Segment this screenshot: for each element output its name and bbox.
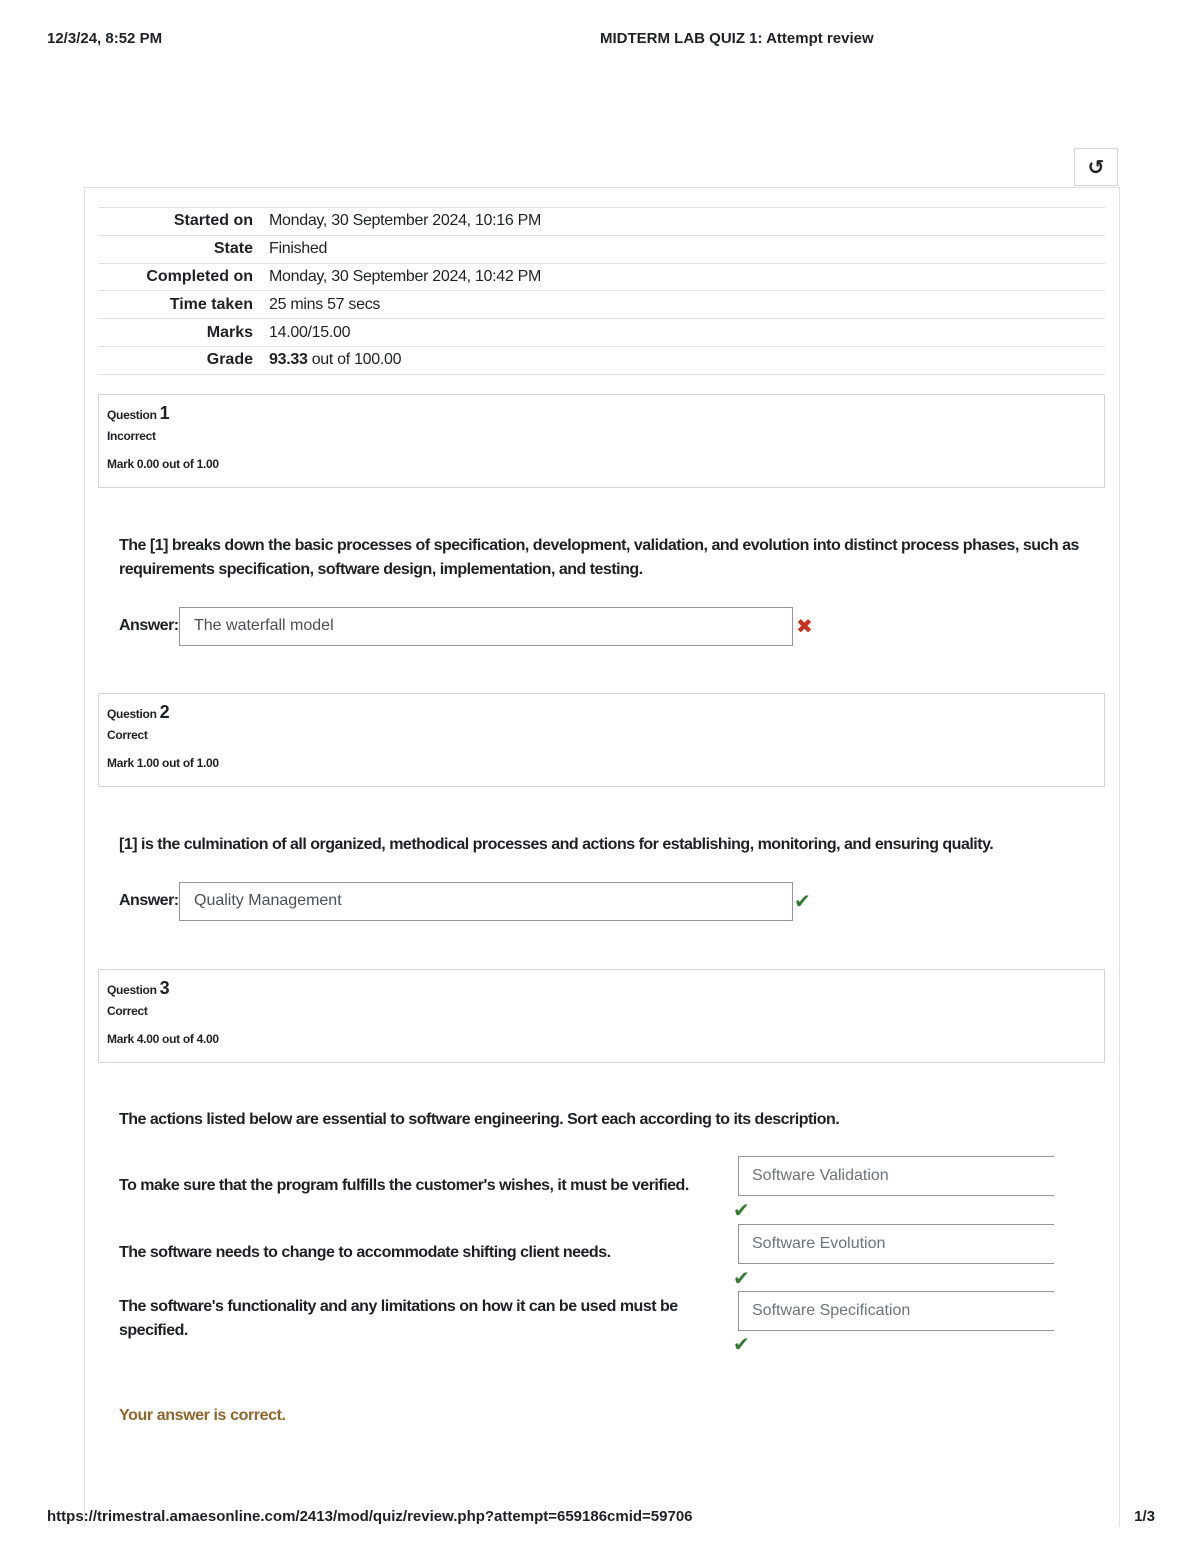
question-grade: Mark 1.00 out of 1.00: [107, 756, 219, 770]
summary-label: Time taken: [169, 295, 253, 313]
cross-icon: ✖: [796, 615, 813, 638]
question-info-3: [98, 969, 1105, 1063]
summary-value: Finished: [269, 240, 328, 258]
question-state: Correct: [107, 728, 148, 742]
summary-label: Completed on: [146, 267, 253, 285]
summary-label: Started on: [173, 212, 253, 230]
grade-score: 93.33: [269, 351, 308, 369]
question-text-1: The [1] breaks down the basic processes of specification, development, validation, and evolution into distinct process phases, such as requirements specification, software design, implementation, and testing.: [119, 537, 1079, 578]
match-select-2[interactable]: Software Evolution: [738, 1224, 1054, 1264]
question-number: Question 1: [107, 403, 170, 423]
summary-row-time: [98, 291, 1105, 319]
check-icon: ✔: [733, 1200, 750, 1222]
question-number: Question 3: [107, 978, 170, 998]
grade-out-of: out of 100.00: [307, 351, 402, 369]
answer-row-1: [119, 606, 813, 646]
summary-value: Monday, 30 September 2024, 10:42 PM: [269, 267, 542, 285]
summary-row-state: [98, 235, 1105, 263]
summary-label: State: [213, 240, 253, 258]
summary-label: Marks: [206, 323, 253, 341]
question-number: Question 2: [107, 702, 170, 722]
print-header: [47, 30, 1153, 50]
answer-label: Answer:: [119, 617, 179, 634]
summary-row-marks: [98, 319, 1105, 347]
answer-label: Answer:: [119, 892, 179, 909]
question-feedback: Your answer is correct.: [119, 1407, 286, 1424]
print-date: 12/3/24, 8:52 PM: [47, 30, 163, 47]
question-info-2: [98, 693, 1105, 787]
print-url: https://trimestral.amaesonline.com/2413/mod/quiz/review.php?attempt=659186cmid=59706: [47, 1508, 693, 1525]
match-select-1[interactable]: Software Validation: [738, 1156, 1054, 1196]
document-title: MIDTERM LAB QUIZ 1: Attempt review: [600, 30, 874, 47]
summary-value: 14.00/15.00: [269, 323, 351, 341]
check-icon: ✔: [794, 890, 811, 913]
summary-value: 25 mins 57 secs: [269, 295, 381, 313]
undo-arrow-icon: ↺: [1087, 156, 1105, 179]
check-icon: ✔: [733, 1268, 750, 1290]
undo-button[interactable]: [1074, 148, 1118, 186]
page-number: 1/3: [1134, 1508, 1155, 1525]
question-text-3: The actions listed below are essential to software engineering. Sort each according to its description.: [119, 1111, 840, 1128]
summary-row-started: [98, 208, 1105, 236]
check-icon: ✔: [733, 1334, 750, 1356]
match-prompt: The software needs to change to accommodate shifting client needs.: [119, 1244, 611, 1261]
summary-row-grade: [98, 346, 1105, 374]
summary-value: [269, 346, 1105, 374]
answer-row-2: [119, 881, 811, 921]
question-state: Incorrect: [107, 429, 156, 443]
attempt-summary-table: [98, 207, 1105, 375]
summary-label: Grade: [206, 351, 253, 369]
question-grade: Mark 0.00 out of 1.00: [107, 457, 219, 471]
match-prompt: The software's functionality and any limitations on how it can be used must be specified.: [119, 1298, 678, 1339]
summary-value: Monday, 30 September 2024, 10:16 PM: [269, 212, 542, 230]
question-state: Correct: [107, 1004, 148, 1018]
question-info-1: [98, 394, 1105, 488]
match-select-3[interactable]: Software Specification: [738, 1291, 1054, 1331]
question-text-2: [1] is the culmination of all organized, methodical processes and actions for establishing, monitoring, and ensuring quality.: [119, 836, 994, 853]
print-footer: [47, 1508, 1155, 1528]
answer-input-2[interactable]: Quality Management: [179, 882, 793, 921]
match-prompt: To make sure that the program fulfills the customer's wishes, it must be verified.: [119, 1177, 689, 1194]
answer-input-1[interactable]: The waterfall model: [179, 607, 793, 646]
summary-row-completed: [98, 263, 1105, 291]
question-grade: Mark 4.00 out of 4.00: [107, 1032, 219, 1046]
